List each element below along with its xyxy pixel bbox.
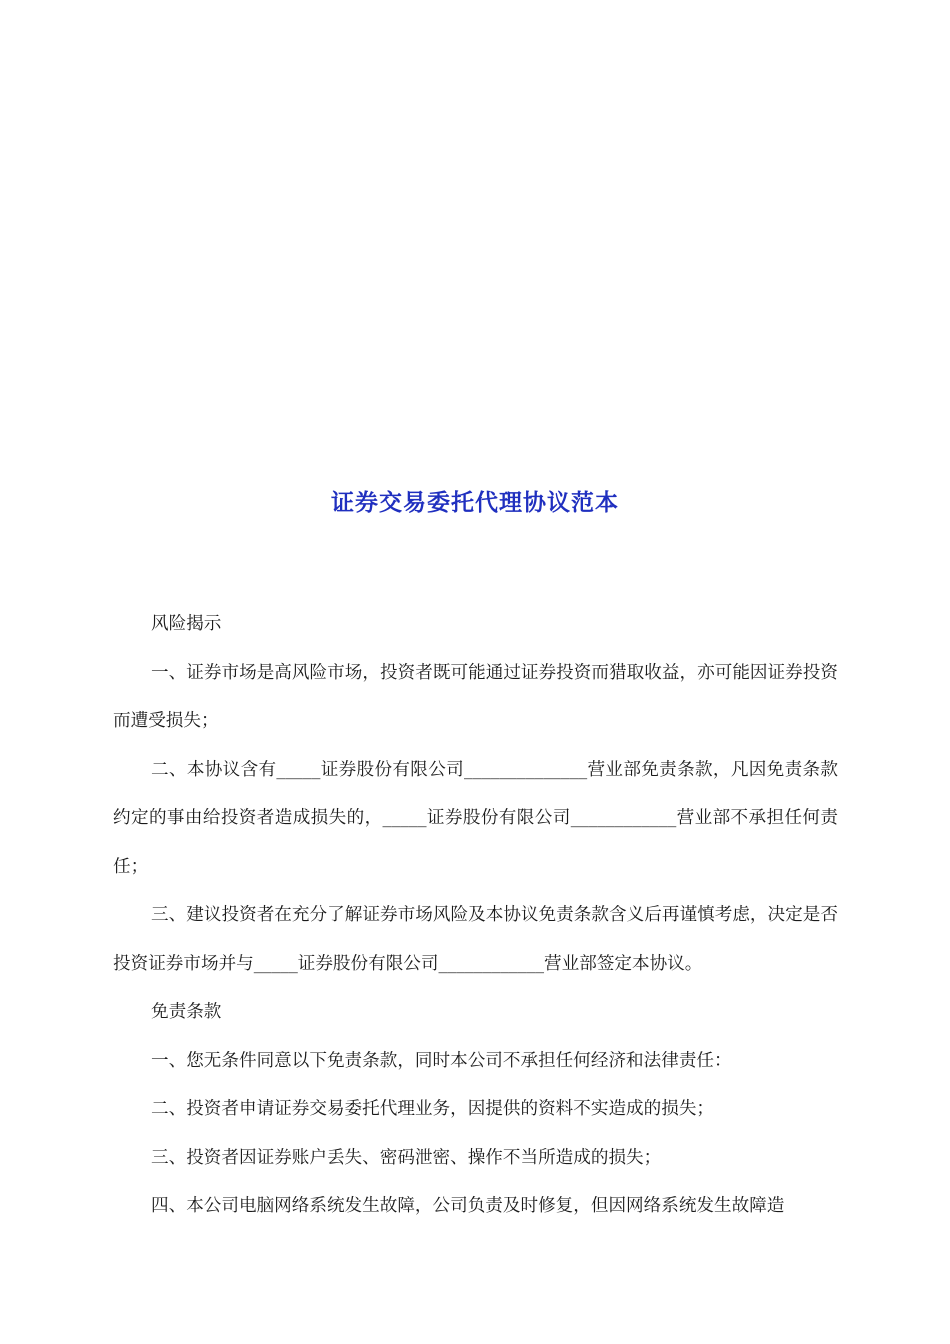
section-heading-risk: 风险揭示 [151,614,222,634]
paragraph-risk-3: 三、建议投资者在充分了解证券市场风险及本协议免责条款含义后再谨慎考虑，决定是否投资证券市场并与_____证券股份有限公司____________营业部签定本协议。 [113,905,838,974]
paragraph-disclaimer-1: 一、您无条件同意以下免责条款，同时本公司不承担任何经济和法律责任： [151,1050,732,1071]
paragraph-disclaimer-3: 三、投资者因证券账户丢失、密码泄密、操作不当所造成的损失； [151,1147,662,1168]
paragraph-disclaimer-2: 二、投资者申请证券交易委托代理业务，因提供的资料不实造成的损失； [151,1099,715,1119]
paragraph-disclaimer-4: 四、本公司电脑网络系统发生故障，公司负责及时修复，但因网络系统发生故障造 [151,1196,785,1216]
section-heading-disclaimer: 免责条款 [151,1002,222,1022]
paragraph-risk-2: 二、本协议含有_____证券股份有限公司______________营业部免责条款，凡因免责条款约定的事由给投资者造成损失的，_____证券股份有限公司____________营业部不承担任何责任； [113,759,838,877]
document-title: 证券交易委托代理协议范本 [331,489,619,516]
document-body [113,600,838,1231]
paragraph-risk-1: 一、证券市场是高风险市场，投资者既可能通过证券投资而猎取收益，亦可能因证券投资而遭受损失； [113,662,838,731]
